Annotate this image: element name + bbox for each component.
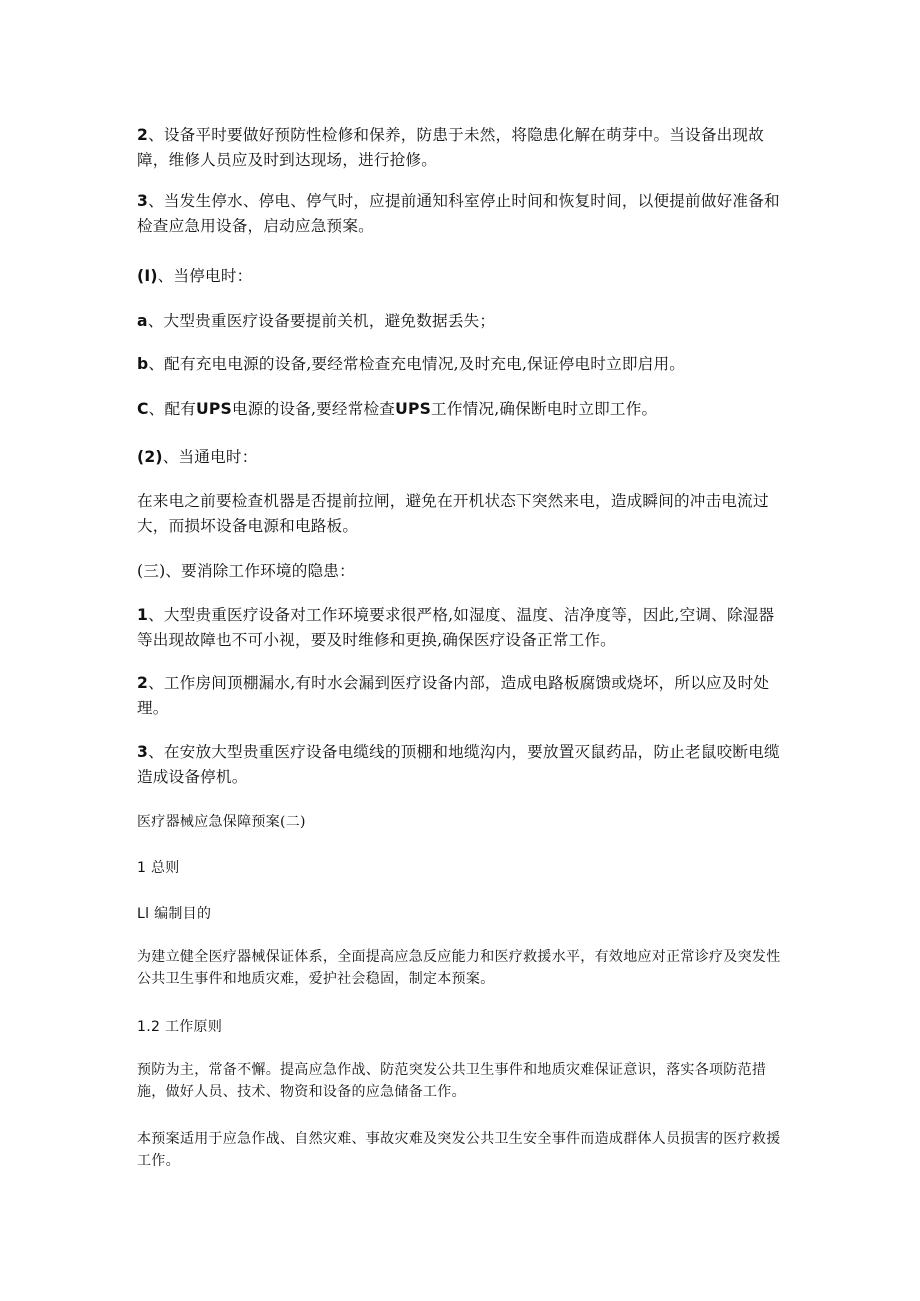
paragraph-text: 、大型贵重医疗设备对工作环境要求很严格,如湿度、温度、洁净度等，因此,空调、除湿器等出现故障也不可小视，要及时维修和更换,确保医疗设备正常工作。 [137, 606, 775, 649]
item-number: 2 [137, 126, 149, 144]
item-number: (2) [137, 448, 163, 466]
heading-text: 总则 [150, 860, 180, 876]
item-number: (I) [137, 267, 158, 285]
paragraph-text: 、工作房间顶棚漏水,有时水会漏到医疗设备内部，造成电路板腐馈或烧坏，所以应及时处理。 [137, 674, 770, 717]
heading-text: 编制目的 [154, 906, 212, 922]
paragraph-text: 、当通电时： [162, 448, 258, 466]
paragraph-env-item-2 [137, 671, 787, 721]
item-number: 3 [137, 192, 149, 210]
item-number: 2 [137, 674, 149, 692]
paragraph-text: 在来电之前要检查机器是否提前拉闸，避免在开机状态下突然来电，造成瞬间的冲击电流过大，而损坏设备电源和电路板。 [137, 492, 769, 535]
paragraph-text: 、当停电时： [157, 267, 253, 285]
paragraph-purpose: 为建立健全医疗器械保证体系，全面提高应急反应能力和医疗救援水平，有效地应对正常诊疗及突发性公共卫生事件和地质灾难，爱护社会稳固，制定本预案。 [137, 949, 781, 987]
list-item-b [137, 352, 787, 377]
item-number: 3 [137, 743, 149, 761]
heading-text: 工作原则 [164, 1019, 223, 1035]
heading-number: 1 [137, 860, 147, 876]
section-heading-environment [137, 559, 787, 584]
heading-principles [137, 1016, 787, 1038]
heading-general [137, 857, 787, 879]
paragraph-text: 、配有 [148, 400, 197, 418]
paragraph-text: 、当发生停水、停电、停气时，应提前通知科室停止时间和恢复时间，以便提前做好准备和检查应急用设备，启动应急预案。 [137, 192, 780, 235]
paragraph-text: (三)、要消除工作环境的隐患： [137, 562, 355, 580]
heading-purpose [137, 903, 787, 925]
item-number: b [137, 355, 149, 373]
ups-term: UPS [395, 400, 432, 418]
subheading-power-off [137, 264, 787, 289]
paragraph-text: 电源的设备,要经常检查 [231, 400, 396, 418]
item-number: a [137, 312, 148, 330]
paragraph-item-2-maintenance [137, 123, 787, 173]
item-number: C [137, 400, 149, 418]
paragraph-env-item-3 [137, 740, 787, 790]
paragraph-principles: 预防为主，常备不懈。提高应急作战、防范突发公共卫生事件和地质灾难保证意识，落实各项防范措施，做好人员、技术、物资和设备的应急储备工作。 [137, 1062, 767, 1100]
paragraph-text: 、设备平时要做好预防性检修和保养，防患于未然，将隐患化解在萌芽中。当设备出现故障，维修人员应及时到达现场，进行抢修。 [137, 126, 765, 169]
heading-number: 1.2 [137, 1019, 161, 1035]
subheading-power-on [137, 445, 787, 470]
item-number: 1 [137, 606, 149, 624]
paragraph-power-restore [137, 489, 787, 539]
list-item-a [137, 309, 787, 334]
list-item-c [137, 397, 787, 422]
paragraph-text: 、大型贵重医疗设备要提前关机，避免数据丢失； [147, 312, 496, 330]
paragraph-text: 工作情况,确保断电时立即工作。 [431, 400, 658, 418]
paragraph-text: 、在安放大型贵重医疗设备电缆线的顶棚和地缆沟内，要放置灭鼠药品，防止老鼠咬断电缆造成设备停机。 [137, 743, 780, 786]
paragraph-env-item-1 [137, 603, 787, 653]
paragraph-item-3-outage [137, 189, 787, 239]
paragraph-text: 、配有充电电源的设备,要经常检查充电情况,及时充电,保证停电时立即启用。 [148, 355, 686, 373]
heading-number: Ll [137, 906, 150, 922]
paragraph-scope: 本预案适用于应急作战、自然灾难、事故灾难及突发公共卫生安全事件而造成群体人员损害的医疗救援工作。 [137, 1131, 781, 1169]
ups-term: UPS [196, 400, 232, 418]
section-title-plan-2: 医疗器械应急保障预案(二) [137, 814, 306, 830]
